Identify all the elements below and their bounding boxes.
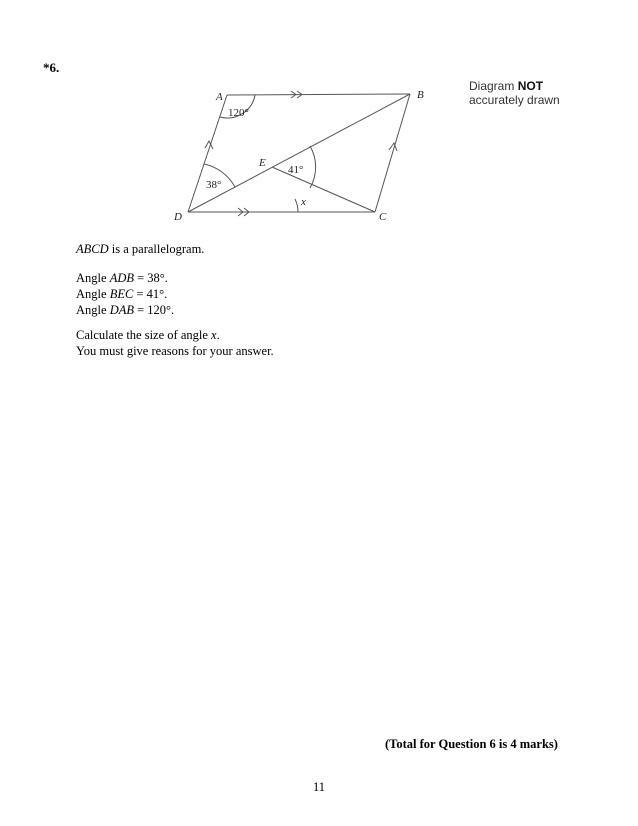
total-marks: (Total for Question 6 is 4 marks) — [385, 737, 558, 751]
angle-label-dab: 120° — [228, 107, 249, 119]
angle-label-adb: 38° — [206, 179, 222, 191]
given-adb: Angle ADB = 38°. — [76, 271, 168, 285]
note-bold: NOT — [517, 79, 544, 93]
reasons-line: You must give reasons for your answer. — [76, 344, 274, 358]
question-number: *6. — [43, 60, 60, 75]
given-bec: Angle BEC = 41°. — [76, 287, 168, 301]
page-number: 11 — [312, 780, 326, 794]
label-a: A — [216, 91, 223, 103]
side-bc — [375, 94, 410, 212]
arc-x — [295, 199, 298, 212]
diagram-note — [469, 79, 560, 107]
arc-bec — [310, 146, 316, 188]
question-body — [76, 241, 274, 359]
label-b: B — [417, 89, 424, 101]
intro-line: ABCD is a parallelogram. — [76, 242, 205, 256]
note-text-2: accurately drawn — [469, 93, 560, 107]
angle-label-x: x — [301, 196, 306, 208]
side-ab — [227, 94, 410, 95]
angle-label-bec: 41° — [288, 164, 304, 176]
label-d: D — [174, 211, 182, 223]
task-line: Calculate the size of angle x. — [76, 328, 220, 342]
given-dab: Angle DAB = 120°. — [76, 303, 175, 317]
label-c: C — [379, 211, 387, 223]
label-e: E — [259, 157, 266, 169]
note-text: Diagram — [469, 79, 515, 93]
